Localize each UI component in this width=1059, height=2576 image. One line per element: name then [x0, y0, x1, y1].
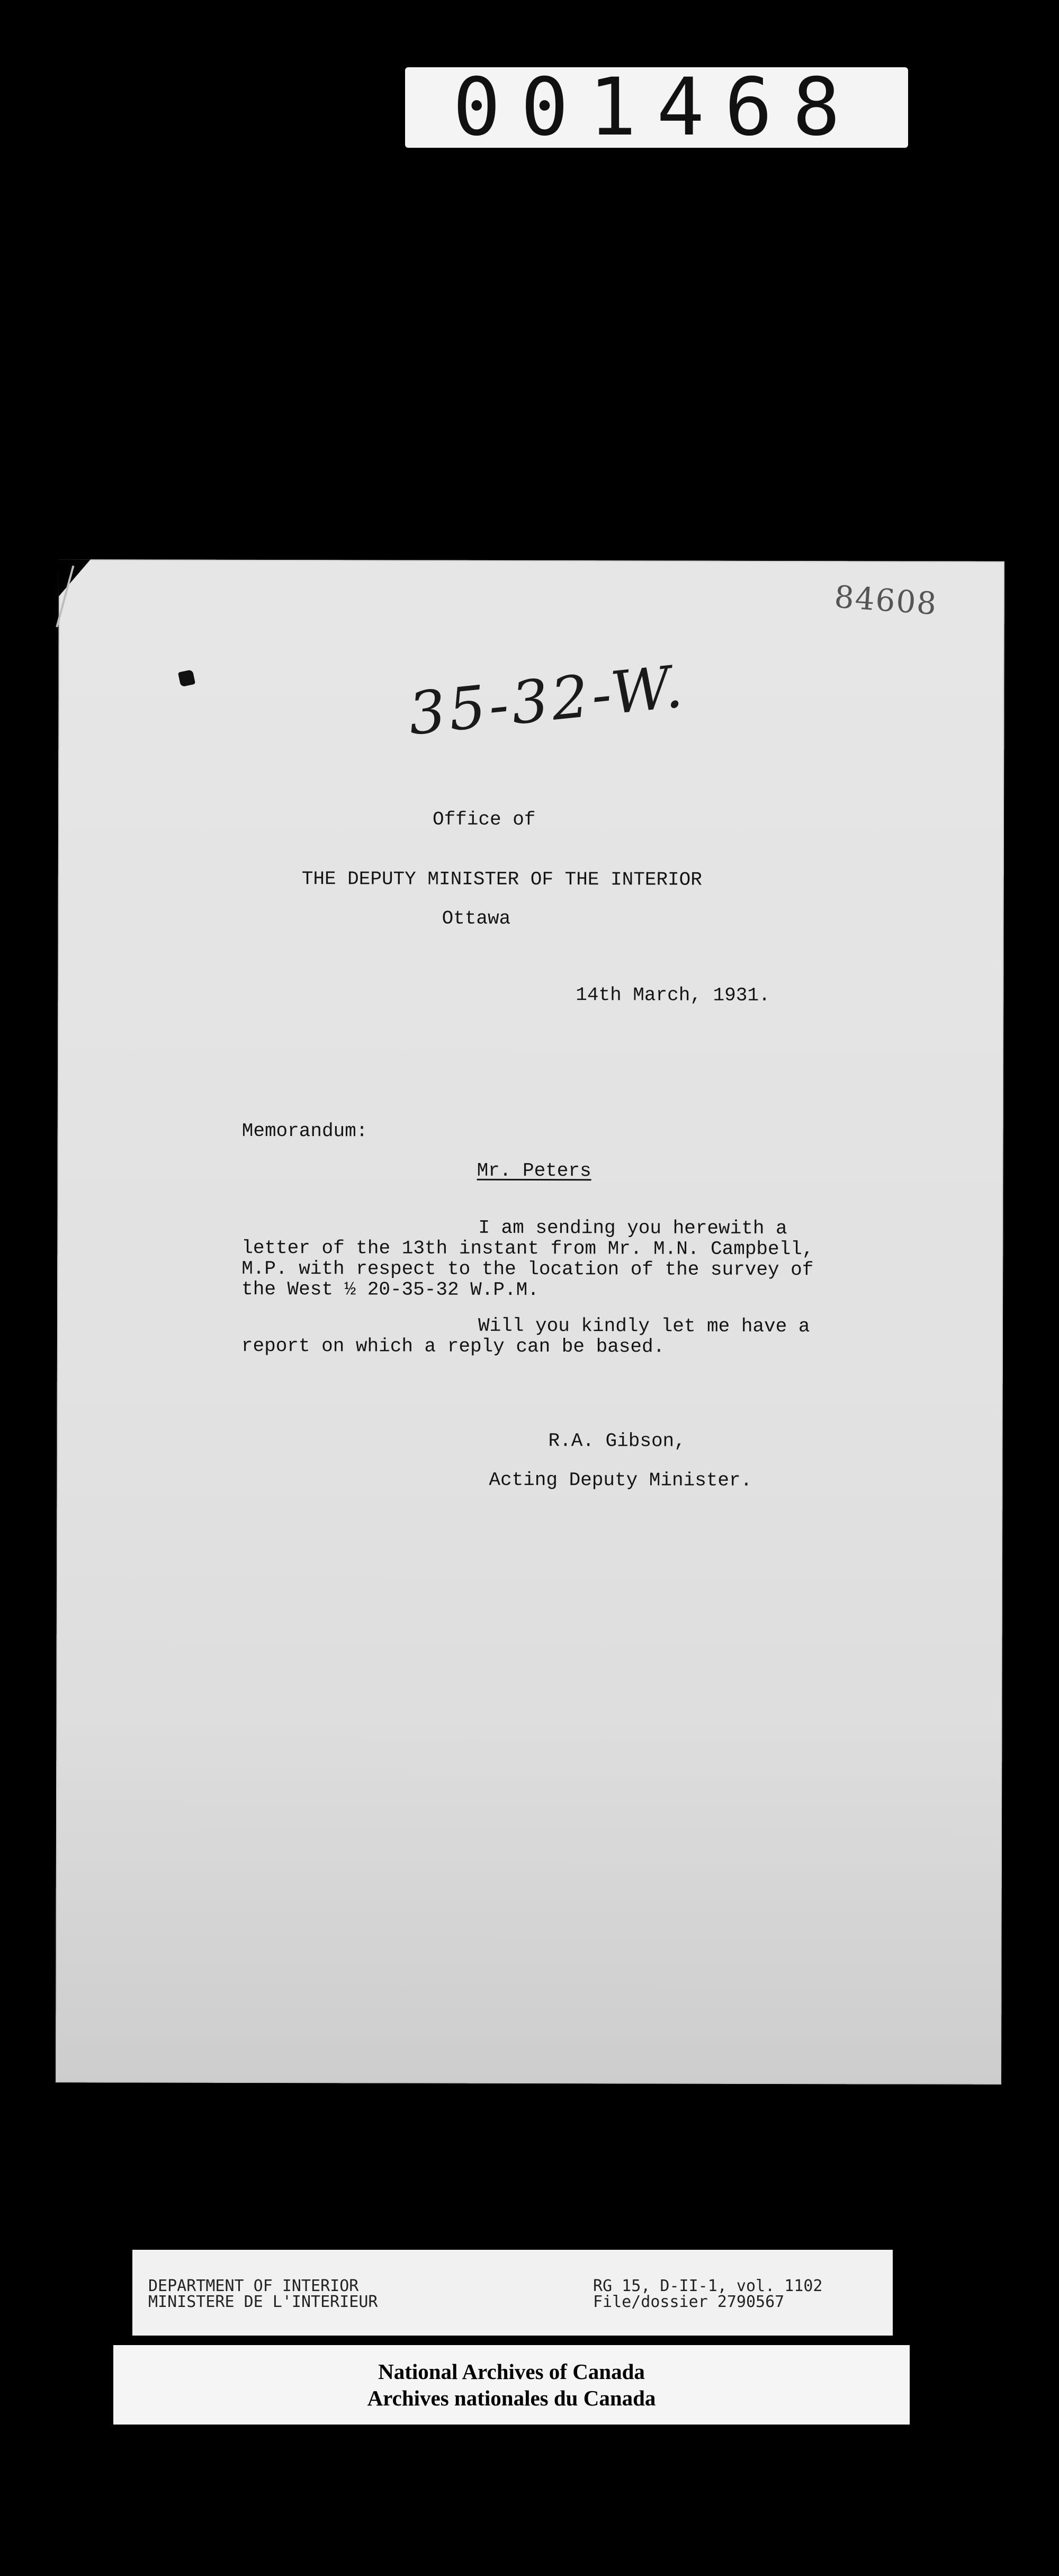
archives-label-strip: [113, 2345, 910, 2425]
handwritten-file-number: 35-32-W.: [405, 652, 689, 748]
archive-reference-strip: [132, 2250, 893, 2336]
city-line: Ottawa: [442, 907, 511, 929]
body-p1-line-4: the West ½ 20-35-32 W.P.M.: [241, 1278, 539, 1301]
body-p2-line-2: report on which a reply can be based.: [241, 1335, 665, 1358]
archive-reference: [593, 2278, 822, 2310]
archive-ref: RG 15, D-II-1, vol. 1102: [593, 2277, 823, 2295]
stamp-number: 84608: [833, 578, 939, 622]
body-p1-line-2: letter of the 13th instant from Mr. M.N. Campbell,: [241, 1237, 814, 1260]
addressee: Mr. Peters: [477, 1159, 591, 1182]
office-line: Office of: [432, 808, 536, 831]
body-p2-line-1: Will you kindly let me have a: [478, 1314, 810, 1338]
ink-mark-icon: [178, 669, 195, 687]
signature-name: R.A. Gibson,: [548, 1430, 686, 1452]
dept-en: DEPARTMENT OF INTERIOR: [148, 2277, 359, 2295]
document-page: [56, 559, 1004, 2085]
signature-title: Acting Deputy Minister.: [489, 1469, 752, 1491]
page-corner-fold: [59, 559, 91, 596]
frame-number-label: 001468: [405, 67, 908, 148]
department-line: THE DEPUTY MINISTER OF THE INTERIOR: [301, 868, 702, 891]
archive-file: File/dossier 2790567: [593, 2293, 785, 2311]
memo-label: Memorandum:: [241, 1120, 368, 1142]
dept-fr: MINISTERE DE L'INTERIEUR: [148, 2293, 378, 2311]
archives-name-en: National Archives of Canada: [378, 2359, 645, 2384]
department-names: [148, 2278, 378, 2310]
memo-date: 14th March, 1931.: [576, 984, 770, 1006]
body-p1-line-3: M.P. with respect to the location of the survey of: [241, 1257, 814, 1281]
archives-name-fr: Archives nationales du Canada: [367, 2386, 656, 2410]
body-p1-line-1: I am sending you herewith a: [478, 1217, 787, 1240]
page-shading: [56, 1719, 1002, 2085]
